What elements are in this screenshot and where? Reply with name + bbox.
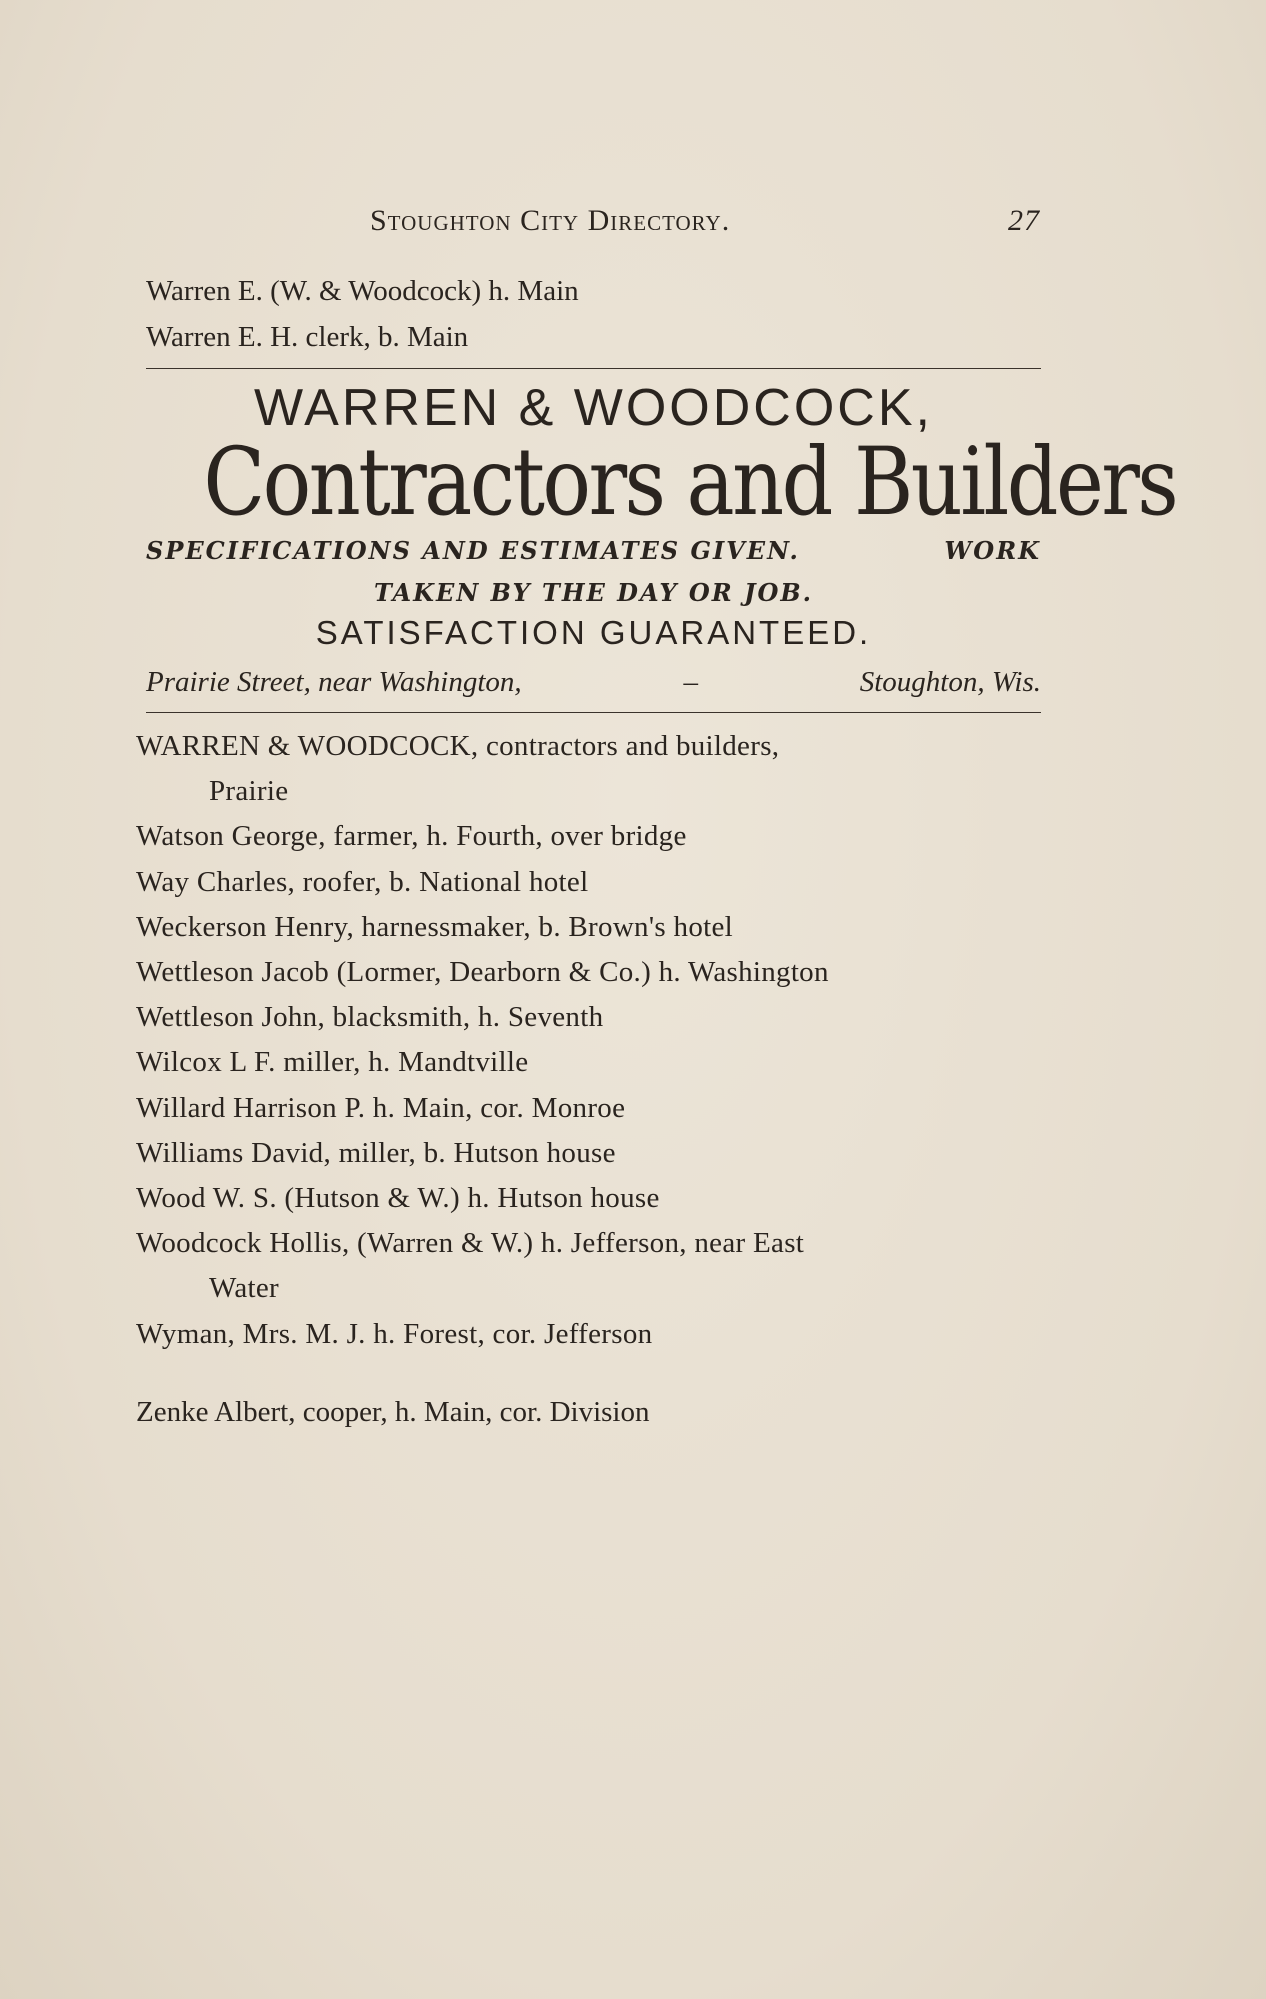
entry-continuation: Water: [209, 1272, 280, 1305]
ad-spec-line1: SPECIFICATIONS AND ESTIMATES GIVEN.: [146, 536, 800, 565]
directory-entry-last: Zenke Albert, cooper, h. Main, cor. Division: [136, 1396, 650, 1428]
directory-entry: Wettleson Jacob (Lormer, Dearborn & Co.) h. Washington: [136, 956, 829, 989]
entry-text: WARREN & WOODCOCK, contractors and builders,: [136, 730, 780, 762]
directory-entry: Williams David, miller, b. Hutson house: [136, 1136, 616, 1169]
ad-spec-line1-end: WORK: [944, 536, 1041, 565]
ad-address-dash: –: [683, 666, 698, 698]
directory-entry: Wilcox L F. miller, h. Mandtville: [136, 1046, 529, 1079]
directory-entry: Wood W. S. (Hutson & W.) h. Hutson house: [136, 1182, 660, 1215]
directory-entry: Warren E. H. clerk, b. Main: [146, 321, 469, 353]
ad-satisfaction: SATISFACTION GUARANTEED.: [315, 614, 872, 651]
entry-continuation: Prairie: [209, 775, 289, 808]
ad-spec-line2: TAKEN BY THE DAY OR JOB.: [374, 578, 813, 607]
directory-entry: Warren E. (W. & Woodcock) h. Main: [146, 275, 579, 307]
running-title: Stoughton City Directory.: [370, 204, 731, 237]
page-number: 27: [1008, 204, 1040, 237]
ad-top-rule: [146, 368, 1041, 369]
ad-specifications: [146, 530, 1041, 614]
ad-headline: Contractors and Builders: [203, 428, 1177, 537]
ad-address-street: Prairie Street, near Washington,: [146, 666, 522, 698]
directory-entry: Willard Harrison P. h. Main, cor. Monroe: [136, 1091, 626, 1124]
page-header: [370, 204, 1040, 238]
directory-entry: Weckerson Henry, harnessmaker, b. Brown's hotel: [136, 910, 734, 943]
directory-entry: Wettleson John, blacksmith, h. Seventh: [136, 1001, 604, 1034]
ad-company-name: WARREN & WOODCOCK,: [254, 379, 933, 437]
ad-address: [146, 666, 1041, 699]
directory-entry: Wyman, Mrs. M. J. h. Forest, cor. Jefferson: [136, 1317, 653, 1350]
ad-address-city: Stoughton, Wis.: [859, 666, 1041, 698]
directory-entry: [136, 724, 1041, 814]
directory-entry: Watson George, farmer, h. Fourth, over bridge: [136, 820, 687, 853]
directory-entry: Way Charles, roofer, b. National hotel: [136, 865, 589, 898]
top-entries: [146, 268, 579, 360]
directory-entries: [136, 724, 1041, 1357]
entry-text: Woodcock Hollis, (Warren & W.) h. Jefferson, near East: [136, 1227, 805, 1260]
directory-entry: [136, 1221, 1041, 1311]
ad-bottom-rule: [146, 712, 1041, 713]
